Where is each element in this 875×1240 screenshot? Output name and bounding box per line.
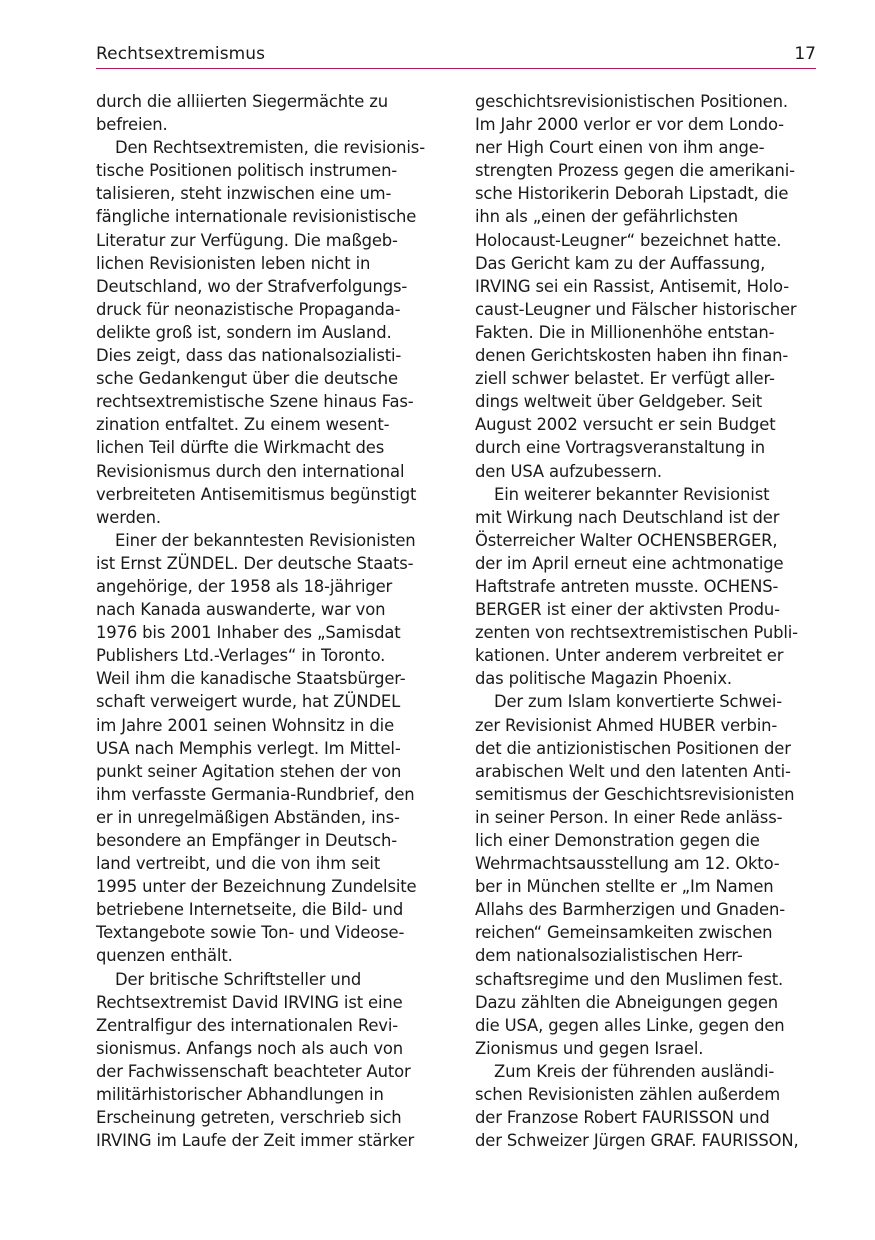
text-line: talisieren, steht inzwischen eine um- xyxy=(96,184,392,204)
text-line: dem nationalsozialistischen Herr- xyxy=(475,946,743,966)
text-line: Österreicher Walter OCHENSBERGER, xyxy=(475,530,778,550)
text-line: Rechtsextremist David IRVING ist eine xyxy=(96,992,403,1012)
text-line: ber in München stellte er „Im Namen xyxy=(475,877,774,897)
text-line: Haftstrafe antreten musste. OCHENS- xyxy=(475,576,779,596)
text-line: denen Gerichtskosten haben ihn finan- xyxy=(475,346,789,366)
text-line: zenten von rechtsextremistischen Publi- xyxy=(475,623,798,643)
text-line: kationen. Unter anderem verbreitet er xyxy=(475,646,784,666)
text-line: schen Revisionisten zählen außerdem xyxy=(475,1085,781,1105)
text-line: Holocaust-Leugner“ bezeichnet hatte. xyxy=(475,230,782,250)
text-line: der Fachwissenschaft beachteter Autor xyxy=(96,1061,411,1081)
text-line: schaft verweigert wurde, hat ZÜNDEL xyxy=(96,692,401,712)
text-line: das politische Magazin Phoenix. xyxy=(475,669,732,689)
right-text-column xyxy=(475,90,820,1152)
text-line: strengten Prozess gegen die amerikani- xyxy=(475,161,795,181)
text-line: Deutschland, wo der Strafverfolgungs- xyxy=(96,276,408,296)
text-line: Wehrmachtsausstellung am 12. Okto- xyxy=(475,854,780,874)
text-line: delikte groß ist, sondern im Ausland. xyxy=(96,322,392,342)
text-line: reichen“ Gemeinsamkeiten zwischen xyxy=(475,923,773,943)
text-line: Dies zeigt, dass das nationalsozialisti- xyxy=(96,346,402,366)
text-line: Den Rechtsextremisten, die revisionis- xyxy=(115,138,425,158)
text-line: Dazu zählten die Abneigungen gegen xyxy=(475,992,778,1012)
text-line: lichen Revisionisten leben nicht in xyxy=(96,253,371,273)
text-line: die USA, gegen alles Linke, gegen den xyxy=(475,1015,785,1035)
text-line: Einer der bekanntesten Revisionisten xyxy=(115,530,416,550)
text-line: der im April erneut eine achtmonatige xyxy=(475,553,784,573)
text-line: USA nach Memphis verlegt. Im Mittel- xyxy=(96,738,401,758)
text-line: IRVING im Laufe der Zeit immer stärker xyxy=(96,1131,415,1151)
text-line: Erscheinung getreten, verschrieb sich xyxy=(96,1108,402,1128)
text-line: ist Ernst ZÜNDEL. Der deutsche Staats- xyxy=(96,553,414,573)
text-line: betriebene Internetseite, die Bild- und xyxy=(96,900,404,920)
text-line: durch die alliierten Siegermächte zu xyxy=(96,92,388,111)
text-line: Fakten. Die in Millionenhöhe entstan- xyxy=(475,322,775,342)
text-line: schaftsregime und den Muslimen fest. xyxy=(475,969,784,989)
text-line: Publishers Ltd.-Verlages“ in Toronto. xyxy=(96,646,386,666)
text-line: geschichtsrevisionistischen Positionen. xyxy=(475,92,788,111)
page-number: 17 xyxy=(794,44,816,64)
text-line: land vertreibt, und die von ihm seit xyxy=(96,854,381,874)
text-line: Revisionismus durch den international xyxy=(96,461,405,481)
text-line: Das Gericht kam zu der Auffassung, xyxy=(475,253,766,273)
text-line: verbreiteten Antisemitismus begünstigt xyxy=(96,484,417,504)
text-line: zination entfaltet. Zu einem wesent- xyxy=(96,415,390,435)
text-line: druck für neonazistische Propaganda- xyxy=(96,299,401,319)
text-line: den USA aufzubessern. xyxy=(475,461,662,481)
text-line: lich einer Demonstration gegen die xyxy=(475,831,760,850)
text-line: rechtsextremistische Szene hinaus Fas- xyxy=(96,392,414,412)
text-line: durch eine Vortragsveranstaltung in xyxy=(475,438,765,458)
text-line: er in unregelmäßigen Abständen, ins- xyxy=(96,807,400,827)
text-line: nach Kanada auswanderte, war von xyxy=(96,600,386,620)
text-line: Zum Kreis der führenden ausländi- xyxy=(494,1061,775,1081)
text-line: Literatur zur Verfügung. Die maßgeb- xyxy=(96,230,398,250)
text-line: Im Jahr 2000 verlor er vor dem Londo- xyxy=(475,115,784,135)
text-line: befreien. xyxy=(96,115,168,135)
text-line: dings weltweit über Geldgeber. Seit xyxy=(475,392,763,412)
text-line: fängliche internationale revisionistische xyxy=(96,207,417,227)
text-line: ihm verfasste Germania-Rundbrief, den xyxy=(96,784,415,804)
text-line: lichen Teil dürfte die Wirkmacht des xyxy=(96,438,385,458)
text-line: besondere an Empfänger in Deutsch- xyxy=(96,831,398,850)
text-line: zer Revisionist Ahmed HUBER verbin- xyxy=(475,715,778,735)
text-line: sche Gedankengut über die deutsche xyxy=(96,369,398,389)
text-line: Der britische Schriftsteller und xyxy=(115,969,362,989)
text-line: Weil ihm die kanadische Staatsbürger- xyxy=(96,669,406,689)
text-line: Zentralfigur des internationalen Revi- xyxy=(96,1015,398,1035)
running-header-title: Rechtsextremismus xyxy=(96,44,266,64)
text-line: Textangebote sowie Ton- und Videose- xyxy=(96,923,405,943)
text-line: caust-Leugner und Fälscher historischer xyxy=(475,299,797,319)
text-line: ner High Court einen von ihm ange- xyxy=(475,138,765,158)
text-line: ihn als „einen der gefährlichsten xyxy=(475,207,738,227)
text-line: der Franzose Robert FAURISSON und xyxy=(475,1108,770,1128)
text-line: tische Positionen politisch instrumen- xyxy=(96,161,398,181)
text-line: mit Wirkung nach Deutschland ist der xyxy=(475,507,780,527)
text-line: semitismus der Geschichtsrevisionisten xyxy=(475,784,795,804)
text-line: det die antizionistischen Positionen der xyxy=(475,738,791,758)
text-line: in seiner Person. In einer Rede anläss- xyxy=(475,807,783,827)
text-line: arabischen Welt und den latenten Anti- xyxy=(475,761,791,781)
text-line: Der zum Islam konvertierte Schwei- xyxy=(494,692,783,712)
text-line: sche Historikerin Deborah Lipstadt, die xyxy=(475,184,789,204)
text-line: sionismus. Anfangs noch als auch von xyxy=(96,1038,404,1058)
text-line: Zionismus und gegen Israel. xyxy=(475,1038,704,1058)
text-line: quenzen enthält. xyxy=(96,946,233,966)
text-line: Ein weiterer bekannter Revisionist xyxy=(494,484,770,504)
text-line: BERGER ist einer der aktivsten Produ- xyxy=(475,600,780,620)
text-line: angehörige, der 1958 als 18-jähriger xyxy=(96,576,393,596)
text-line: im Jahre 2001 seinen Wohnsitz in die xyxy=(96,715,395,735)
text-line: Allahs des Barmherzigen und Gnaden- xyxy=(475,900,785,920)
running-header xyxy=(96,40,816,69)
text-line: der Schweizer Jürgen GRAF. FAURISSON, xyxy=(475,1131,799,1151)
text-line: 1976 bis 2001 Inhaber des „Samisdat xyxy=(96,623,401,643)
text-line: IRVING sei ein Rassist, Antisemit, Holo- xyxy=(475,276,789,296)
text-line: werden. xyxy=(96,507,161,527)
left-text-column xyxy=(96,90,441,1152)
text-line: 1995 unter der Bezeichnung Zundelsite xyxy=(96,877,417,897)
text-line: militärhistorischer Abhandlungen in xyxy=(96,1085,384,1105)
text-line: ziell schwer belastet. Er verfügt aller- xyxy=(475,369,775,389)
text-line: punkt seiner Agitation stehen der von xyxy=(96,761,402,781)
text-line: August 2002 versucht er sein Budget xyxy=(475,415,776,435)
